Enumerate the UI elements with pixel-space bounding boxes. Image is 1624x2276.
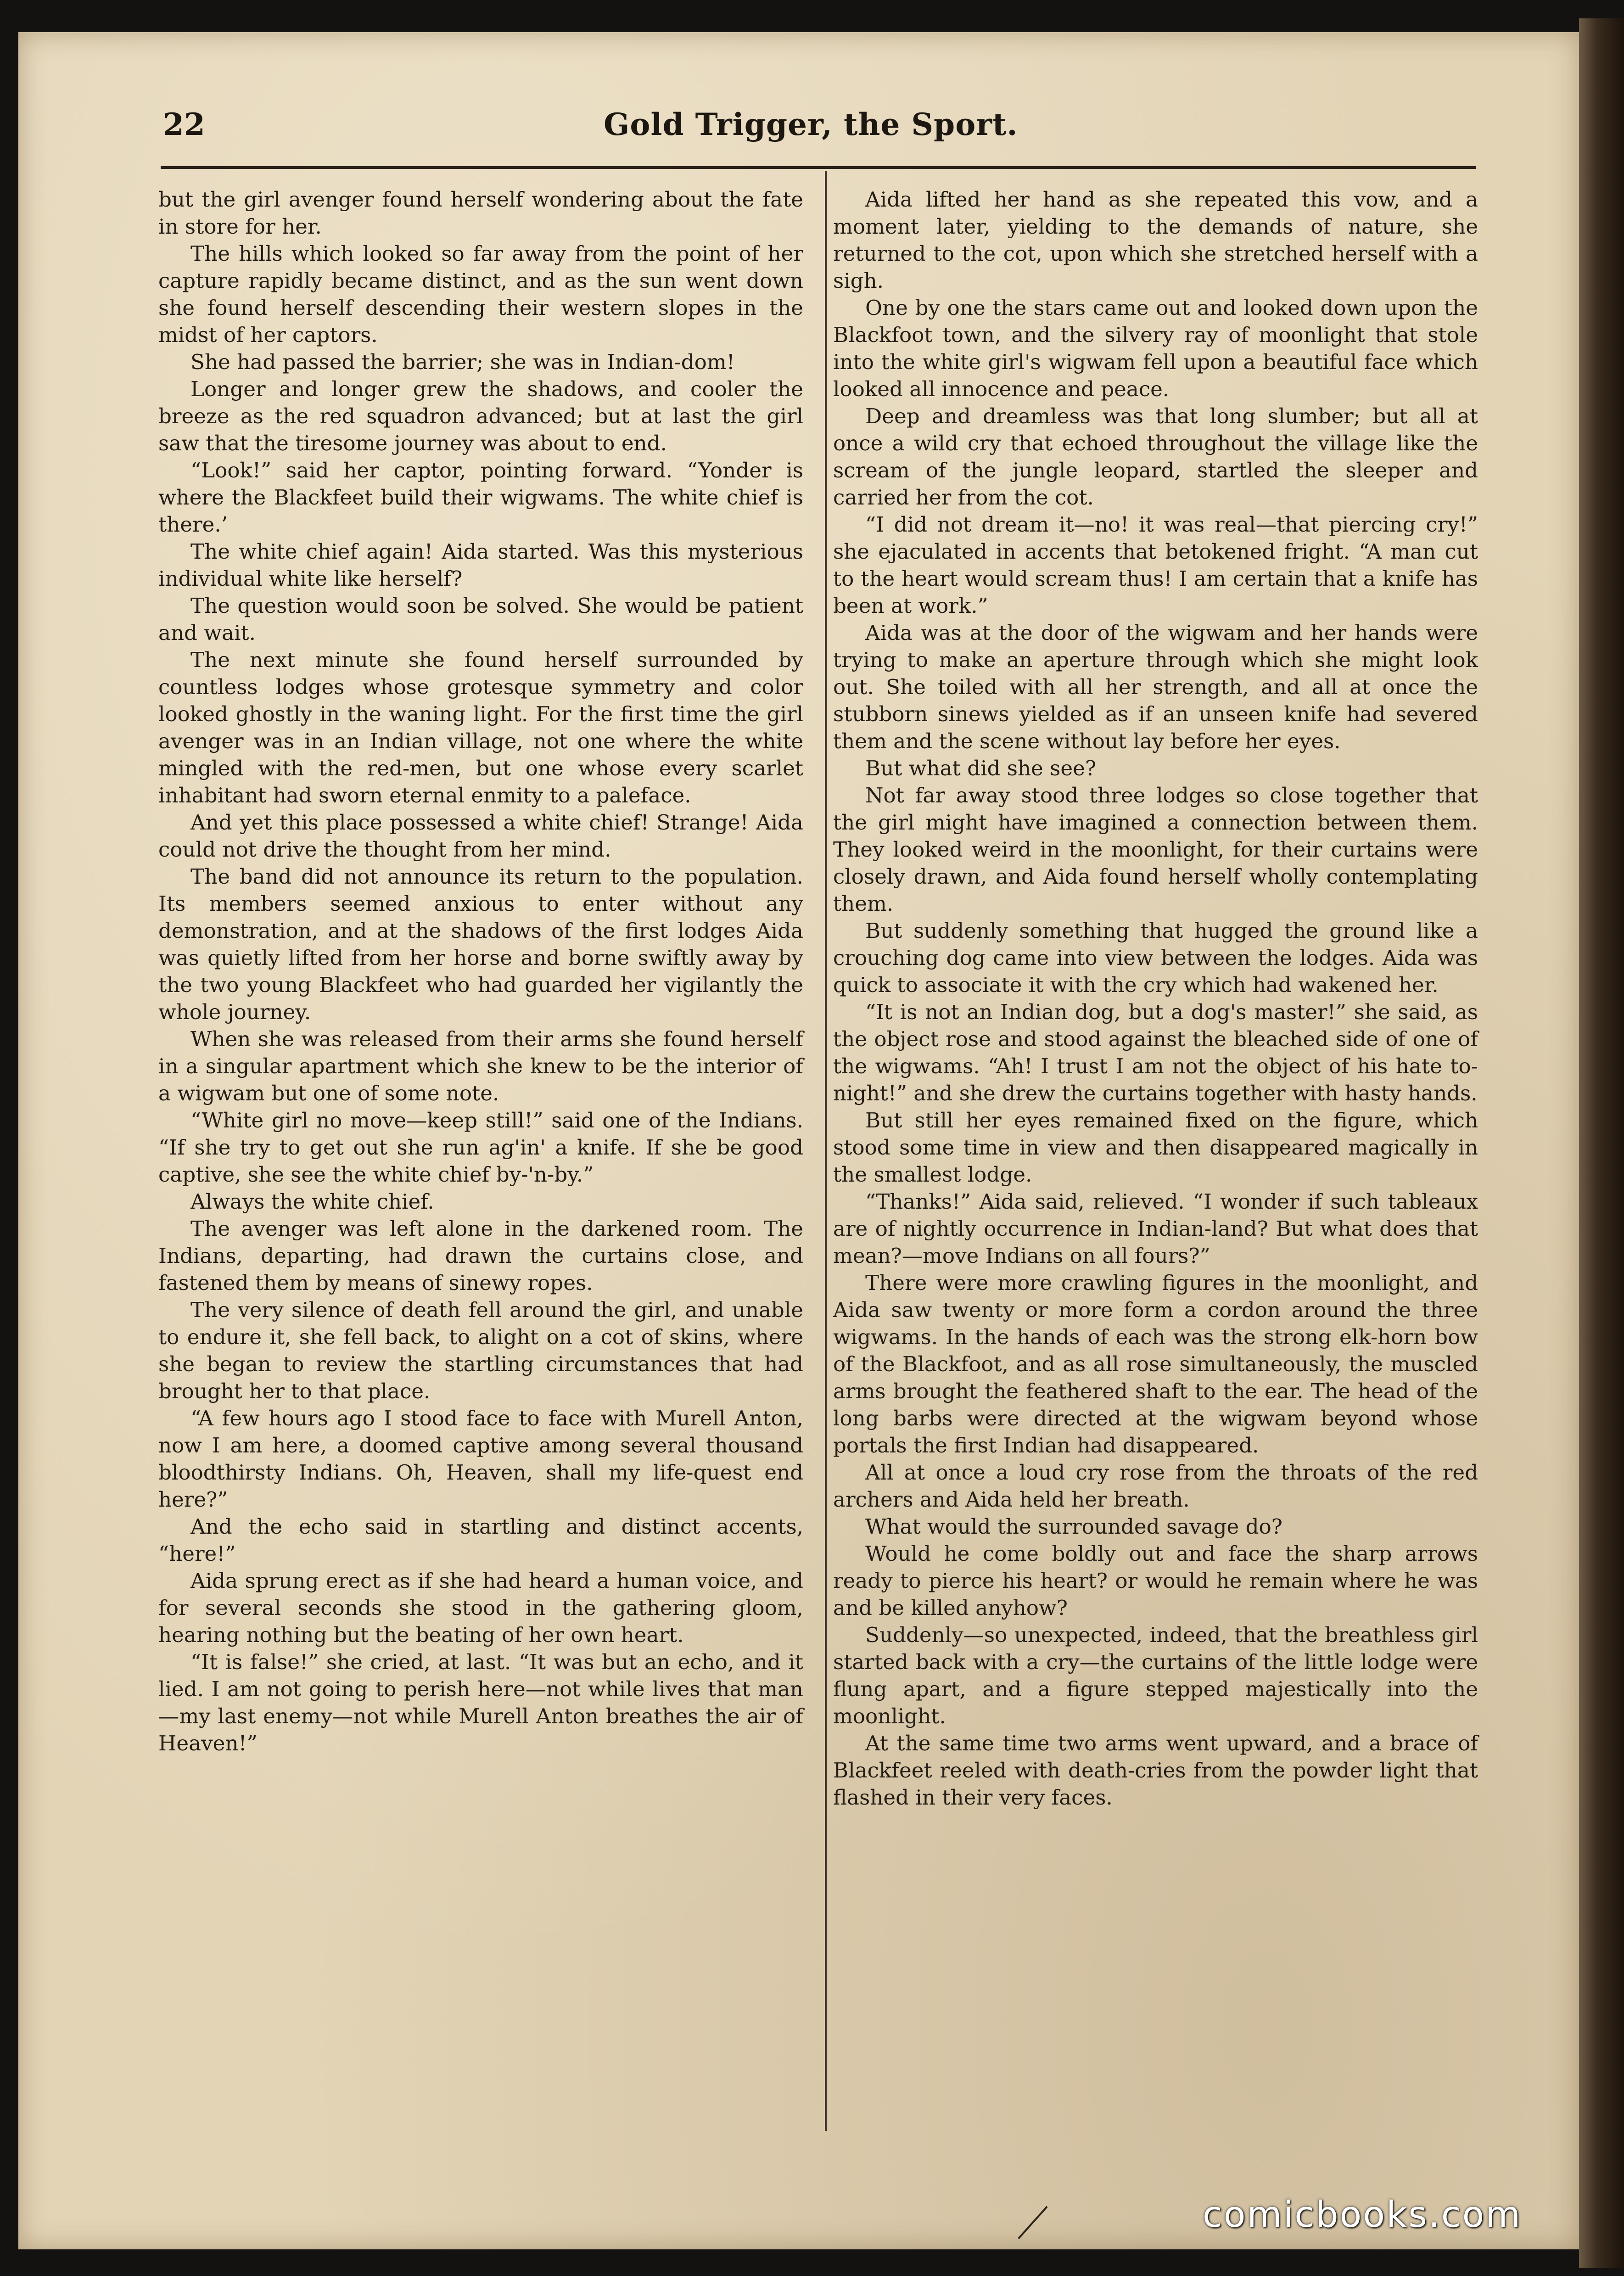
- header-rule: [161, 166, 1476, 169]
- page-number: 22: [163, 107, 205, 142]
- paragraph: At the same time two arms went upward, and a brace of Blackfeet reeled with death-cries from the powder light that flashed in their very faces.: [833, 1731, 1478, 1810]
- paragraph: The next minute she found herself surrounded by countless lodges whose grotesque symmetry and color looked ghostly in the waning light. For the first time the girl avenger was in an Indian village, not one where the white mingled with the red-men, but one whose every scarlet inhabitant had sworn eternal enmity to a paleface.: [158, 648, 803, 807]
- paragraph: And the echo said in startling and distinct accents, “here!”: [158, 1514, 803, 1566]
- paragraph: “White girl no move—keep still!” said one of the Indians. “If she try to get out she run ag'in' a knife. If she be good captive, she see the white chief by-'n-by.”: [158, 1108, 803, 1187]
- paragraph: Aida was at the door of the wigwam and her hands were trying to make an aperture through which she might look out. She toiled with all her strength, and all at once the stubborn sinews yielded as if an unseen knife had severed them and the scene without lay before her eyes.: [833, 621, 1478, 753]
- paragraph: The very silence of death fell around the girl, and unable to endure it, she fell back, to alight on a cot of skins, where she began to review the startling circumstances that had brought her to that place.: [158, 1298, 803, 1403]
- paragraph: “A few hours ago I stood face to face with Murell Anton, now I am here, a doomed captive among several thousand bloodthirsty Indians. Oh, Heaven, shall my life-quest end here?”: [158, 1406, 803, 1512]
- paragraph: But still her eyes remained fixed on the figure, which stood some time in view and then disappeared magically in the smallest lodge.: [833, 1108, 1478, 1187]
- paragraph: But suddenly something that hugged the ground like a crouching dog came into view between the lodges. Aida was quick to associate it with the cry which had wakened her.: [833, 919, 1478, 997]
- paragraph: What would the surrounded savage do?: [865, 1514, 1282, 1539]
- paragraph: Deep and dreamless was that long slumber; but all at once a wild cry that echoed throughout the village like the scream of the jungle leopard, startled the sleeper and carried her from the cot.: [833, 404, 1478, 510]
- paragraph: Suddenly—so unexpected, indeed, that the breathless girl started back with a cry—the curtains of the little lodge were flung apart, and a figure stepped majestically into the moonlight.: [833, 1623, 1478, 1728]
- page-binding-edge: [1579, 18, 1624, 2268]
- paragraph: She had passed the barrier; she was in Indian-dom!: [190, 350, 735, 374]
- paragraph: Longer and longer grew the shadows, and cooler the breeze as the red squadron advanced; but at last the girl saw that the tiresome journey was about to end.: [158, 377, 803, 455]
- paragraph: There were more crawling figures in the moonlight, and Aida saw twenty or more form a cordon around the three wigwams. In the hands of each was the strong elk-horn bow of the Blackfoot, and as all rose simultaneously, the muscled arms brought the feathered shaft to the ear. The head of the long barbs were directed at the wigwam beyond whose portals the first Indian had disappeared.: [833, 1271, 1478, 1458]
- paragraph: All at once a loud cry rose from the throats of the red archers and Aida held her breath.: [833, 1460, 1478, 1512]
- paragraph: The question would soon be solved. She would be patient and wait.: [158, 594, 803, 645]
- paragraph: And yet this place possessed a white chief! Strange! Aida could not drive the thought from her mind.: [158, 810, 803, 862]
- left-column: [158, 186, 803, 1757]
- paragraph: but the girl avenger found herself wondering about the fate in store for her.: [158, 187, 803, 239]
- watermark-text: comicbooks.com: [1203, 2194, 1522, 2236]
- paragraph: Would he come boldly out and face the sharp arrows ready to pierce his heart? or would he remain where he was and be killed anyhow?: [833, 1542, 1478, 1620]
- paragraph: The band did not announce its return to the population. Its members seemed anxious to enter without any demonstration, and at the shadows of the first lodges Aida was quietly lifted from her horse and borne swiftly away by the two young Blackfeet who had guarded her vigilantly the whole journey.: [158, 864, 803, 1024]
- paragraph: Always the white chief.: [190, 1189, 434, 1214]
- paragraph: But what did she see?: [865, 756, 1097, 780]
- right-column: [833, 186, 1478, 1811]
- paragraph: Aida lifted her hand as she repeated this vow, and a moment later, yielding to the demands of nature, she returned to the cot, upon which she stretched herself with a sigh.: [833, 187, 1478, 293]
- running-title: Gold Trigger, the Sport.: [604, 107, 1018, 142]
- paragraph: Aida sprung erect as if she had heard a human voice, and for several seconds she stood in the gathering gloom, hearing nothing but the beating of her own heart.: [158, 1569, 803, 1647]
- paragraph: “I did not dream it—no! it was real—that piercing cry!” she ejaculated in accents that betokened fright. “A man cut to the heart would scream thus! I am certain that a knife has been at work.”: [833, 512, 1478, 618]
- paragraph: Not far away stood three lodges so close together that the girl might have imagined a connection between them. They looked weird in the moonlight, for their curtains were closely drawn, and Aida found herself wholly contemplating them.: [833, 783, 1478, 916]
- paragraph: The avenger was left alone in the darkened room. The Indians, departing, had drawn the curtains close, and fastened them by means of sinewy ropes.: [158, 1216, 803, 1295]
- column-divider: [825, 171, 827, 2131]
- paragraph: The white chief again! Aida started. Was this mysterious individual white like herself?: [158, 539, 803, 591]
- paragraph: When she was released from their arms she found herself in a singular apartment which she knew to be the interior of a wigwam but one of some note.: [158, 1027, 803, 1105]
- pencil-mark-icon: [1014, 2203, 1051, 2240]
- paragraph: One by one the stars came out and looked down upon the Blackfoot town, and the silvery ray of moonlight that stole into the white girl's wigwam fell upon a beautiful face which looked all innocence and peace.: [833, 296, 1478, 401]
- paragraph: “It is not an Indian dog, but a dog's master!” she said, as the object rose and stood against the bleached side of one of the wigwams. “Ah! I trust I am not the object of his hate to-night!” and she drew the curtains together with hasty hands.: [833, 1000, 1478, 1105]
- paragraph: The hills which looked so far away from the point of her capture rapidly became distinct, and as the sun went down she found herself descending their western slopes in the midst of her captors.: [158, 241, 803, 347]
- paragraph: “It is false!” she cried, at last. “It was but an echo, and it lied. I am not going to perish here—not while lives that man—my last enemy—not while Murell Anton breathes the air of Heaven!”: [158, 1650, 803, 1755]
- page-header: [163, 107, 1473, 152]
- paragraph: “Look!” said her captor, pointing forward. “Yonder is where the Blackfeet build their wigwams. The white chief is there.’: [158, 458, 803, 537]
- paragraph: “Thanks!” Aida said, relieved. “I wonder if such tableaux are of nightly occurrence in Indian-land? But what does that mean?—move Indians on all fours?”: [833, 1189, 1478, 1268]
